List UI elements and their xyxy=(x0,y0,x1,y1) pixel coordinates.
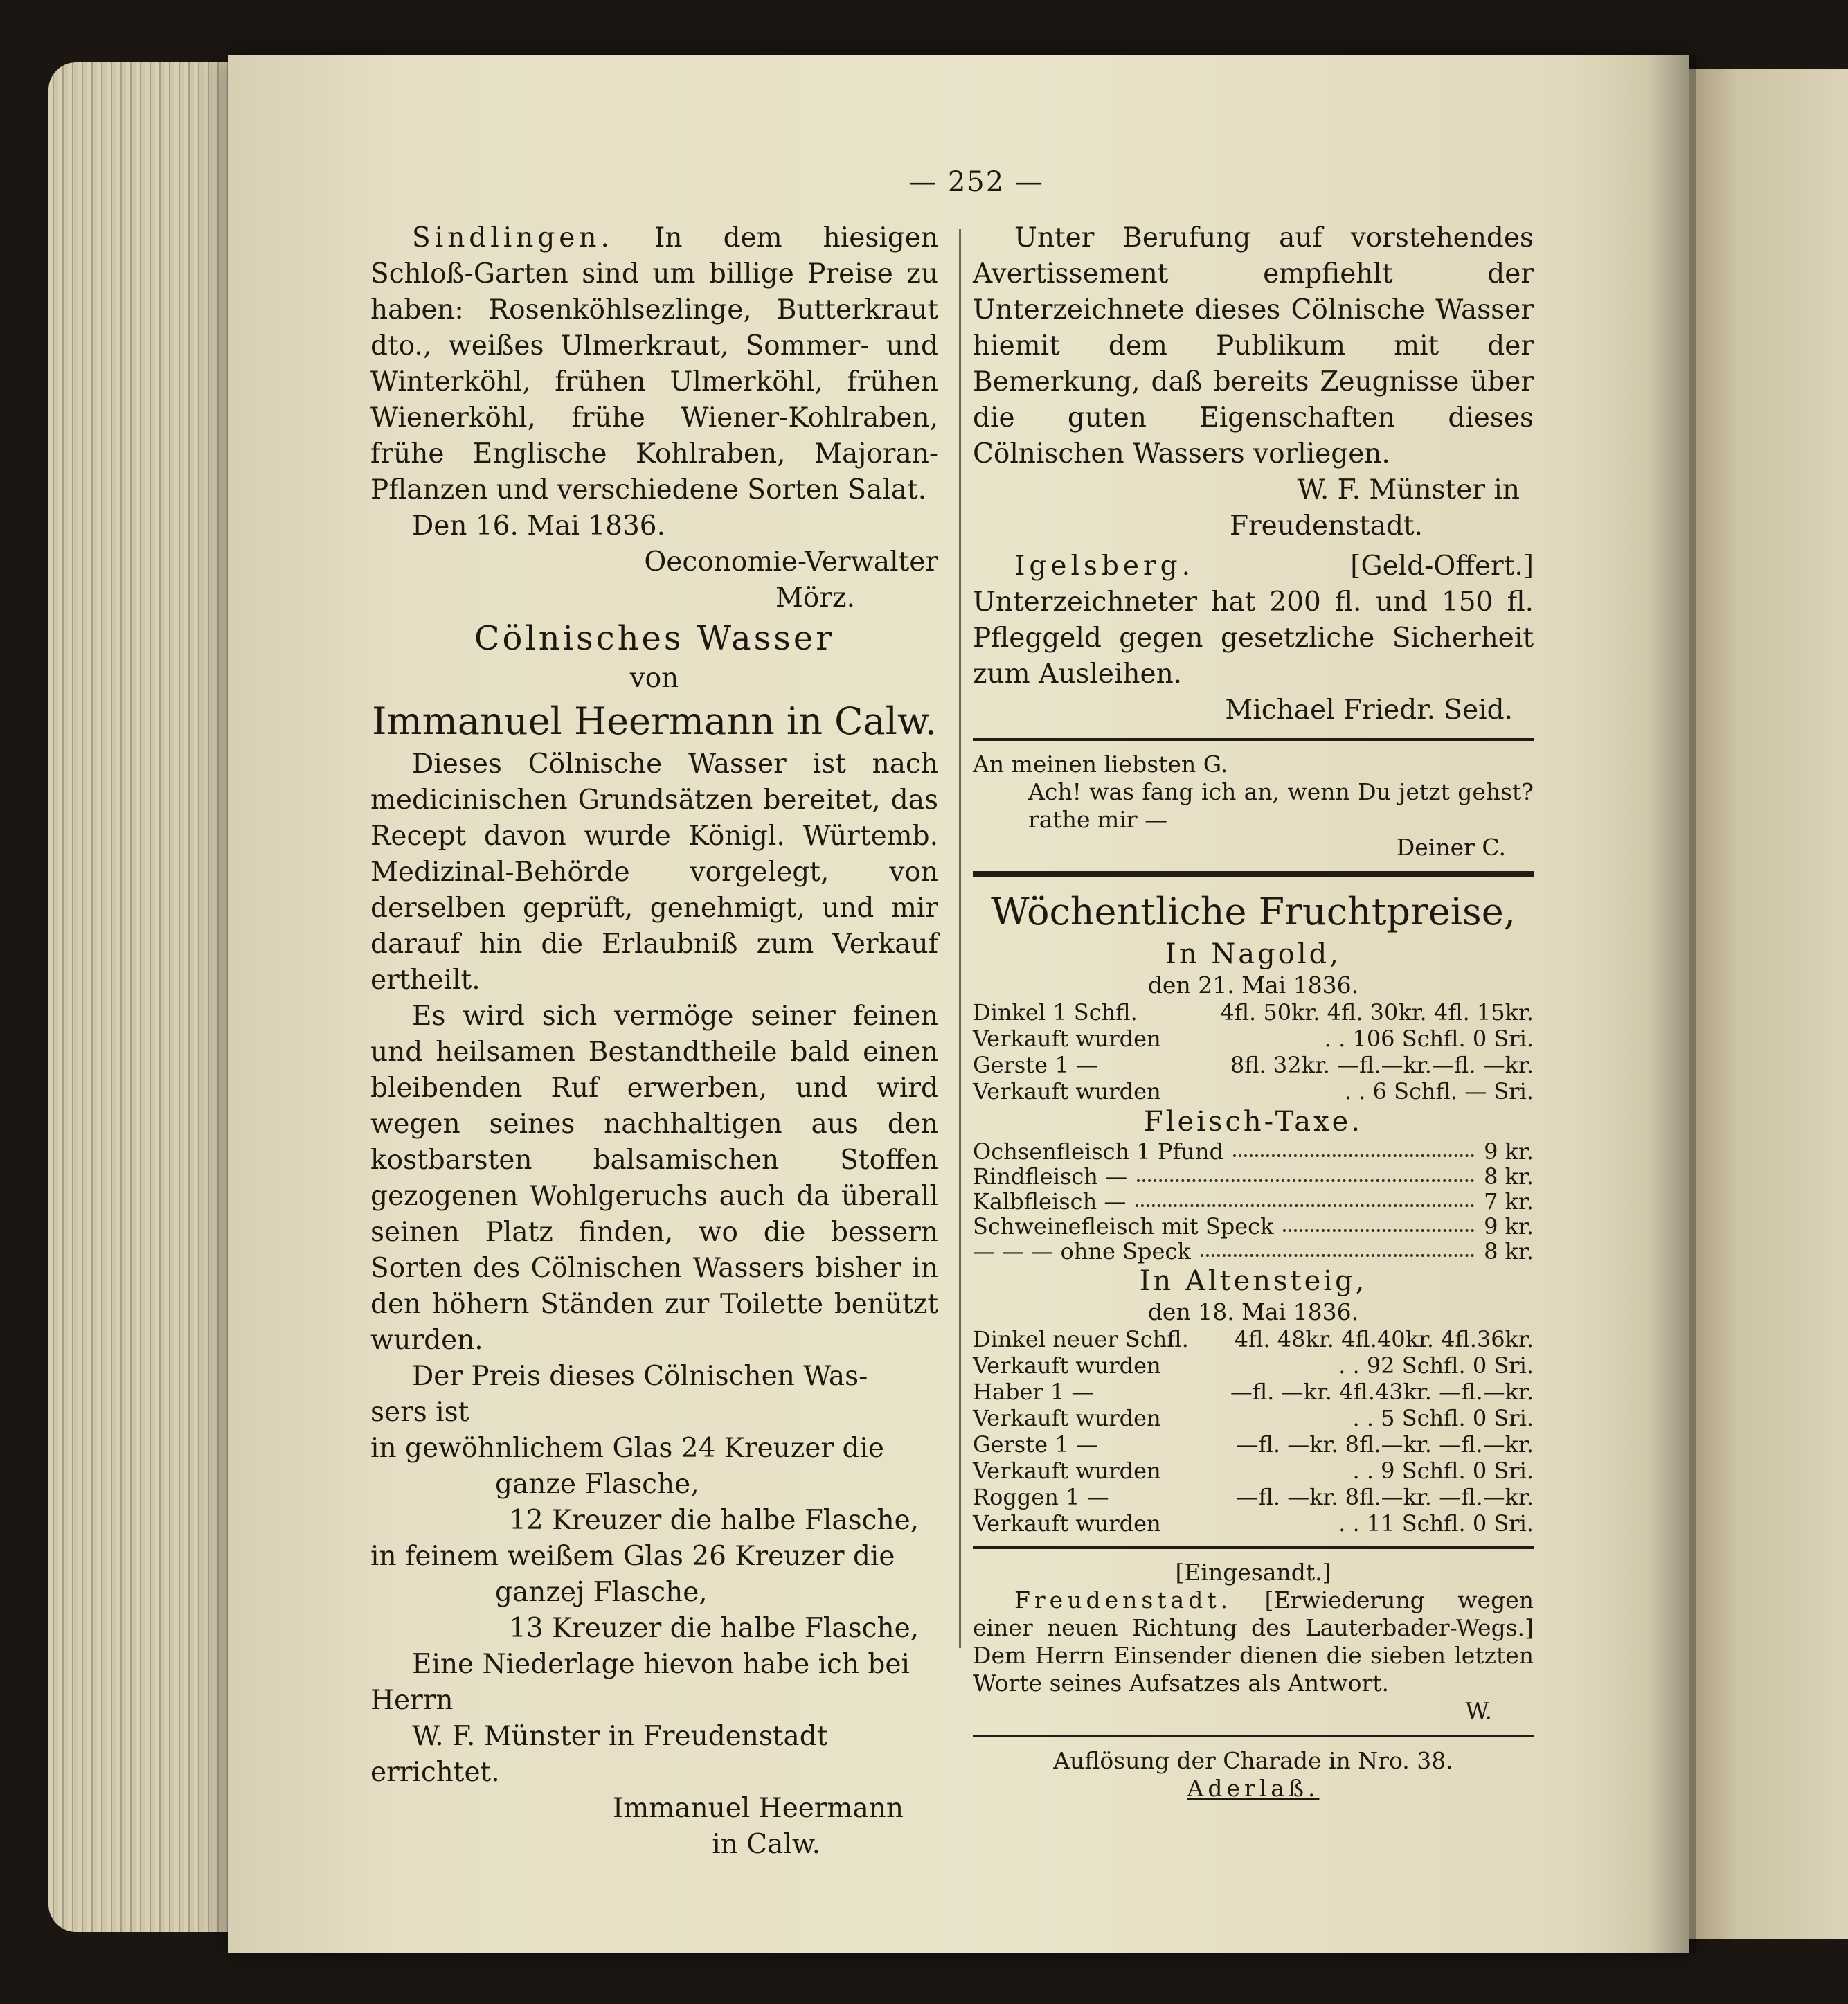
note-line-1: An meinen liebsten G. xyxy=(973,751,1228,778)
place-sindlingen: Sindlingen. xyxy=(412,222,613,253)
eingesandt-heading: [Eingesandt.] xyxy=(1175,1559,1331,1586)
nagold-date: den 21. Mai 1836. xyxy=(1147,972,1359,999)
fleisch-heading: Fleisch-Taxe. xyxy=(1143,1106,1363,1138)
gutter-shadow xyxy=(1648,55,1696,1953)
divider-rule xyxy=(973,1735,1534,1737)
table-row: Verkauft wurden . . 92 Schfl. 0 Sri. xyxy=(973,1352,1534,1379)
table-row: Verkauft wurden . . 5 Schfl. 0 Sri. xyxy=(973,1405,1534,1431)
left-column xyxy=(370,220,938,1863)
price-line-2: ganze Flasche, xyxy=(495,1469,699,1500)
note-line-2: Ach! was fang ich an, wenn Du jetzt gehst? rathe mir — xyxy=(1028,778,1534,833)
igelsberg-ad xyxy=(973,548,1534,692)
depot-line-2: Herrn xyxy=(370,1685,454,1716)
muenster-signature-1: W. F. Münster in xyxy=(1297,474,1520,506)
table-row: Verkauft wurden . . 106 Schfl. 0 Sri. xyxy=(973,1026,1534,1052)
price-line-6: 13 Kreuzer die halbe Flasche, xyxy=(509,1613,919,1644)
charade-solution: Aderlaß. xyxy=(1187,1775,1320,1802)
facing-page-edge xyxy=(1689,69,1848,1939)
table-row: Dinkel 1 Schfl. 4fl. 50kr. 4fl. 30kr. 4fl. 15kr. xyxy=(973,999,1534,1026)
price-line-1: in gewöhnlichem Glas 24 Kreuzer die xyxy=(370,1433,884,1464)
column-divider xyxy=(959,229,961,1648)
charade-line-1: Auflösung der Charade in Nro. 38. xyxy=(1053,1747,1453,1774)
sindlingen-signature-title: Oeconomie-Verwalter xyxy=(644,546,938,578)
nagold-table xyxy=(973,999,1534,1104)
price-intro-2: sers ist xyxy=(370,1397,469,1428)
fleisch-table xyxy=(973,1139,1534,1264)
note-signature: Deiner C. xyxy=(1396,834,1506,861)
table-row: Rindfleisch — 8 kr. xyxy=(973,1163,1534,1190)
table-row: Haber 1 — —fl. —kr. 4fl.43kr. —fl.—kr. xyxy=(973,1379,1534,1405)
divider-rule xyxy=(973,738,1534,741)
sindlingen-text: In dem hiesigen Schloß-Garten sind um billige Preise zu haben: Rosenköhlsezlinge, Butterkraut dto., weißes Ulmerkraut, Sommer- und Winterköhl, frühen Ulmerköhl, frühen Wienerköhl, frühe Wiener-Kohlraben, frühe Englische Kohlraben, Majoran-Pflanzen und verschiedene Sorten Salat. xyxy=(370,222,938,506)
table-row: Ochsenfleisch 1 Pfund 9 kr. xyxy=(973,1138,1534,1165)
place-igelsberg: Igelsberg. xyxy=(1014,551,1194,582)
altensteig-table xyxy=(973,1326,1534,1537)
page-edges xyxy=(48,62,242,1932)
price-line-4: in feinem weißem Glas 26 Kreuzer die xyxy=(370,1541,895,1572)
table-row: Verkauft wurden . . 11 Schfl. 0 Sri. xyxy=(973,1510,1534,1537)
coelnisch-para-2: Es wird sich vermöge seiner feinen und heilsamen Bestandtheile bald einen bleibenden Ruf erwerben, und wird wegen seines nachhaltigen aus den kostbarsten balsamischen Stoffen gezogenen Wohlgeruchs auch da überall seinen Platz finden, wo die bessern Sorten des Cölnischen Wassers bisher in den höhern Ständen zur Toilette benützt wurden. xyxy=(370,1001,938,1356)
divider-rule-thick xyxy=(973,871,1534,877)
table-row: Verkauft wurden . . 6 Schfl. — Sri. xyxy=(973,1078,1534,1104)
price-line-5: ganzej Flasche, xyxy=(495,1577,708,1608)
coelnisch-maker: Immanuel Heermann in Calw. xyxy=(372,699,937,743)
muenster-signature-2: Freudenstadt. xyxy=(1229,510,1423,542)
altensteig-heading: In Altensteig, xyxy=(1139,1265,1367,1297)
eingesandt-signature: W. xyxy=(1465,1697,1492,1724)
coelnisch-von: von xyxy=(629,663,679,694)
coelnisch-signature-2: in Calw. xyxy=(712,1829,820,1860)
prices-heading: Wöchentliche Fruchtpreise, xyxy=(991,890,1516,933)
depot-line-1: Eine Niederlage hievon habe ich bei xyxy=(412,1649,910,1680)
price-intro-1: Der Preis dieses Cölnischen Was- xyxy=(412,1361,868,1392)
right-column xyxy=(973,220,1534,1802)
table-row: Gerste 1 — 8fl. 32kr. —fl.—kr.—fl. —kr. xyxy=(973,1052,1534,1078)
nagold-heading: In Nagold, xyxy=(1165,938,1341,970)
table-row: Dinkel neuer Schfl. 4fl. 48kr. 4fl.40kr. 4fl.36kr. xyxy=(973,1326,1534,1352)
table-row: Kalbfleisch — 7 kr. xyxy=(973,1188,1534,1215)
coelnisch-para-1: Dieses Cölnische Wasser ist nach medicinischen Grundsätzen bereitet, das Recept davon wurde Königl. Würtemb. Medizinal-Behörde vorgelegt, von derselben geprüft, genehmigt, und mir darauf hin die Erlaubniß zum Verkauf ertheilt. xyxy=(370,749,938,996)
table-row: Gerste 1 — —fl. —kr. 8fl.—kr. —fl.—kr. xyxy=(973,1431,1534,1458)
coelnisch-heading: Cölnisches Wasser xyxy=(474,619,835,658)
igelsberg-text: [Geld-Offert.] Unterzeichneter hat 200 fl. und 150 fl. Pfleggeld gegen gesetzliche Sicherheit zum Ausleihen. xyxy=(973,551,1534,690)
page-number: — 252 — xyxy=(908,166,1044,198)
depot-line-3: W. F. Münster in Freudenstadt xyxy=(412,1721,828,1752)
place-freudenstadt: Freudenstadt. xyxy=(1014,1586,1232,1613)
muenster-text: Unter Berufung auf vorstehendes Avertissement empfiehlt der Unterzeichnete dieses Cölnische Wasser hiemit dem Publikum mit der Bemerkung, daß bereits Zeugnisse über die guten Eigenschaften dieses Cölnischen Wassers vorliegen. xyxy=(973,222,1534,469)
sindlingen-date: Den 16. Mai 1836. xyxy=(412,510,665,542)
sindlingen-signature-name: Mörz. xyxy=(775,582,855,614)
table-row: Schweinefleisch mit Speck 9 kr. xyxy=(973,1213,1534,1240)
sindlingen-ad xyxy=(370,220,938,508)
table-row: Verkauft wurden . . 9 Schfl. 0 Sri. xyxy=(973,1458,1534,1484)
eingesandt-body: [Erwiederung wegen einer neuen Richtung des Lauterbader-Wegs.] Dem Herrn Einsender dienen die sieben letzten Worte seines Aufsatzes als Antwort. xyxy=(973,1586,1534,1697)
depot-line-4: errichtet. xyxy=(370,1757,500,1788)
table-row: Roggen 1 — —fl. —kr. 8fl.—kr. —fl.—kr. xyxy=(973,1484,1534,1510)
eingesandt-text xyxy=(973,1586,1534,1697)
coelnisch-signature-1: Immanuel Heermann xyxy=(612,1793,904,1824)
altensteig-date: den 18. Mai 1836. xyxy=(1147,1298,1359,1325)
divider-rule xyxy=(973,1546,1534,1549)
price-line-3: 12 Kreuzer die halbe Flasche, xyxy=(509,1505,919,1536)
table-row: — — — ohne Speck 8 kr. xyxy=(973,1238,1534,1264)
igelsberg-signature: Michael Friedr. Seid. xyxy=(1225,695,1513,726)
